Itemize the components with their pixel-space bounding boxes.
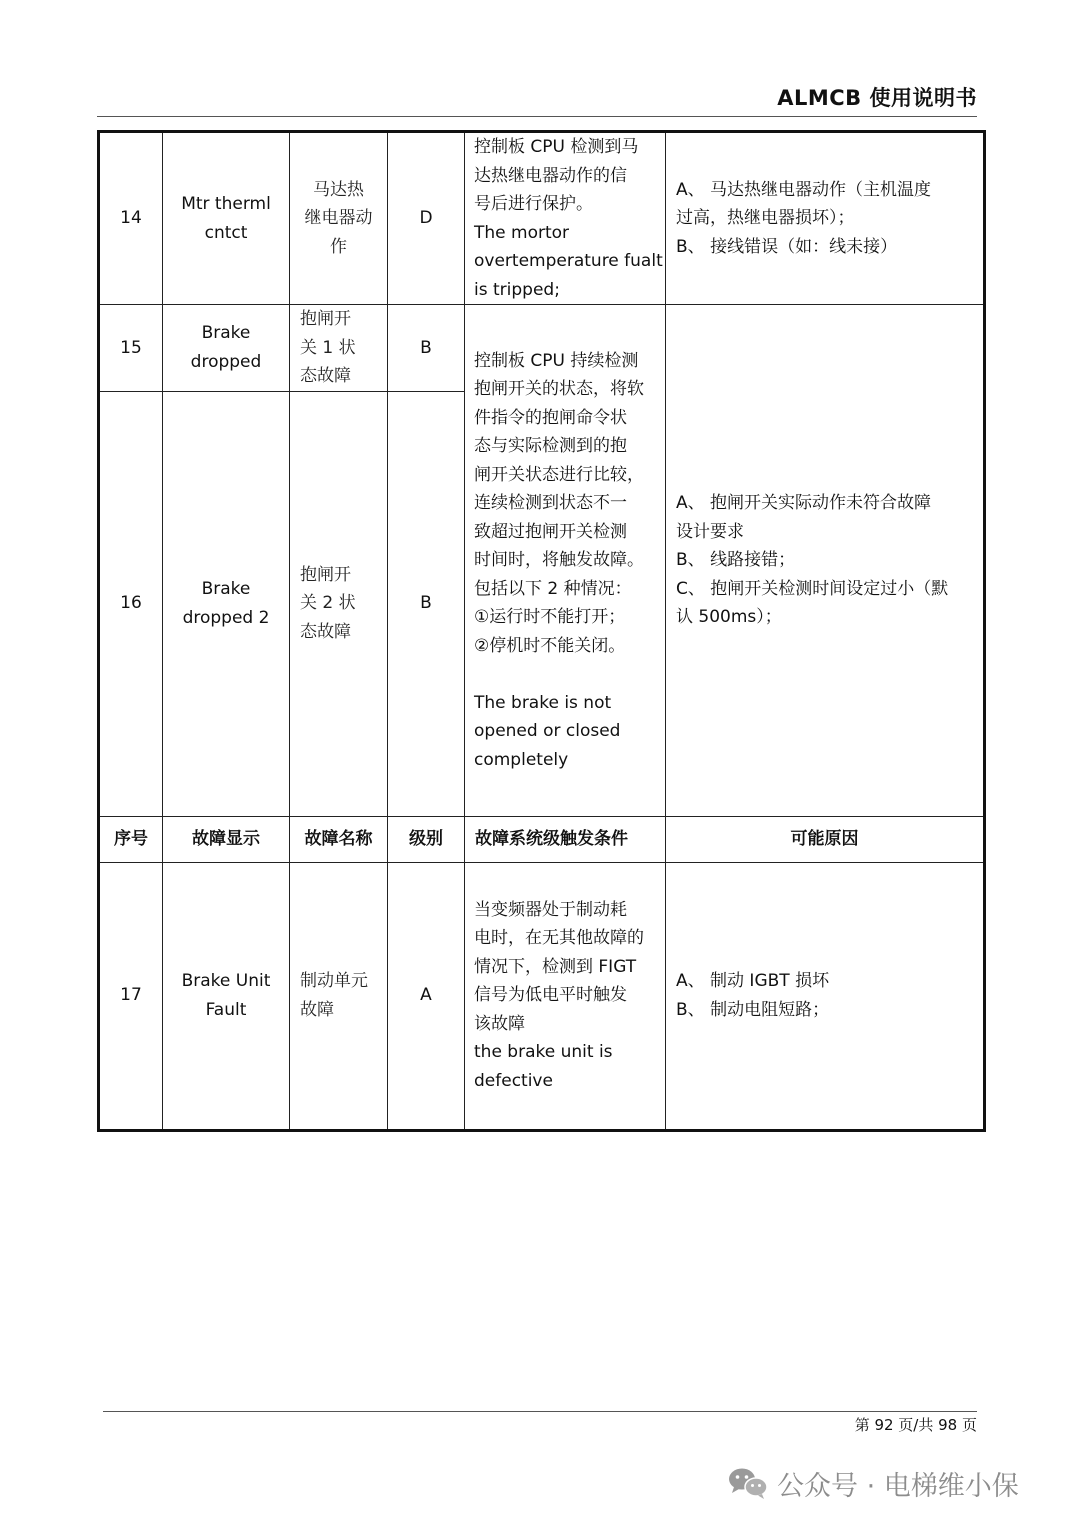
document-title: ALMCB 使用说明书 [777,86,977,110]
text-line: dropped [190,351,262,372]
fault-level: B [388,305,465,392]
text-line: 电时，在无其他故障的 [474,928,644,949]
text-line: Brake [201,323,251,344]
column-header: 级别 [388,816,465,862]
column-header: 可能原因 [666,816,985,862]
column-header: 序号 [99,816,163,862]
text-line: 制动单元 [300,971,368,991]
column-header: 故障系统级触发条件 [465,816,666,862]
fault-number: 15 [99,305,163,392]
text-line: 控制板 CPU 检测到马 [474,137,639,157]
fault-display [163,862,290,1130]
condition-text-cn [474,347,659,661]
text-line: 当变频器处于制动耗 [474,899,627,920]
text-line: 故障 [300,999,334,1020]
fault-name [290,132,388,305]
text-line: 致超过抱闸开关检测 [474,521,627,542]
fault-display [163,391,290,816]
possible-causes [666,132,985,305]
watermark [727,1465,1019,1501]
fault-number: 16 [99,391,163,816]
text-line: Mtr therml [181,194,271,214]
text-line: is tripped; [474,279,560,300]
text-line: Brake [201,579,251,599]
text-line: the brake unit is [474,1042,613,1063]
footer-divider [103,1411,977,1412]
fault-level: A [388,862,465,1130]
text-line: 该故障 [474,1013,525,1034]
text-line: B、 制动电阻短路； [676,999,830,1020]
fault-name [290,862,388,1130]
text-line: 件指令的抱闸命令状 [474,407,627,428]
fault-level: B [388,391,465,816]
text-line: ②停机时不能关闭。 [474,635,626,656]
text-line: A、 马达热继电器动作（主机温度 [676,179,932,200]
text-line: 信号为低电平时触发 [474,985,627,1006]
page-number: 第 92 页/共 98 页 [854,1416,977,1434]
text-line: 态故障 [300,366,351,386]
text-line: 抱闸开关的状态，将软 [474,379,644,399]
text-line: B、 接线错误（如：线未接） [676,236,898,257]
text-line: 认 500ms）； [676,607,782,627]
text-line: completely [474,749,569,770]
text-line: 态与实际检测到的抱 [474,436,627,456]
fault-name [290,305,388,392]
table-header-row [99,816,985,862]
text-line: ①运行时不能打开； [474,607,626,627]
text-line: 继电器动 [304,208,373,229]
fault-level: D [388,132,465,305]
text-line: 闸开关状态进行比较， [474,464,644,485]
text-line: 连续检测到状态不一 [474,493,627,513]
text-line: 包括以下 2 种情况： [474,578,632,599]
text-line: A、 抱闸开关实际动作未符合故障 [676,493,932,513]
fault-display [163,132,290,305]
text-line: 时间时，将触发故障。 [474,550,644,570]
table-row [99,862,985,1130]
text-line: B、 线路接错； [676,550,796,570]
text-line: 控制板 CPU 持续检测 [474,350,639,371]
fault-table [97,130,986,1132]
table-row [99,132,985,305]
column-header: 故障显示 [163,816,290,862]
text-line: 态故障 [300,621,351,642]
text-line: The brake is not [474,692,612,713]
header-divider [97,116,977,117]
text-line: 达热继电器动作的信 [474,165,627,186]
text-line: cntct [204,222,248,243]
text-line: A、 制动 IGBT 损坏 [676,971,830,991]
text-line: 关 1 状 [300,337,356,358]
trigger-condition [465,132,666,305]
text-line: 设计要求 [676,521,744,542]
fault-number: 14 [99,132,163,305]
text-line: defective [474,1070,553,1091]
text-line: 马达热 [313,179,364,200]
text-line: 情况下，检测到 FIGT [474,956,637,977]
watermark-text: 公众号 · 电梯维小保 [777,1470,1019,1502]
column-header: 故障名称 [290,816,388,862]
fault-display [163,305,290,392]
text-line: Brake Unit [181,971,271,991]
trigger-condition [465,862,666,1130]
text-line: 作 [330,236,347,257]
text-line: Fault [205,999,247,1020]
table-row [99,305,985,392]
possible-causes [666,862,985,1130]
text-line: 关 2 状 [300,593,356,614]
text-line: 抱闸开 [300,309,351,329]
possible-causes [666,305,985,817]
text-line: dropped 2 [182,607,270,628]
text-line: 过高，热继电器损坏）； [676,208,855,229]
text-line: 号后进行保护。 [474,194,593,214]
text-line: 抱闸开 [300,564,351,585]
text-line: C、 抱闸开关检测时间设定过小（默 [676,578,949,599]
wechat-icon [727,1466,769,1500]
text-line: overtemperature fualt [474,251,663,271]
text-line: The mortor [474,222,570,243]
fault-number: 17 [99,862,163,1130]
trigger-condition [465,305,666,817]
text-line: opened or closed [474,721,621,741]
condition-text-en [474,689,659,775]
fault-name [290,391,388,816]
